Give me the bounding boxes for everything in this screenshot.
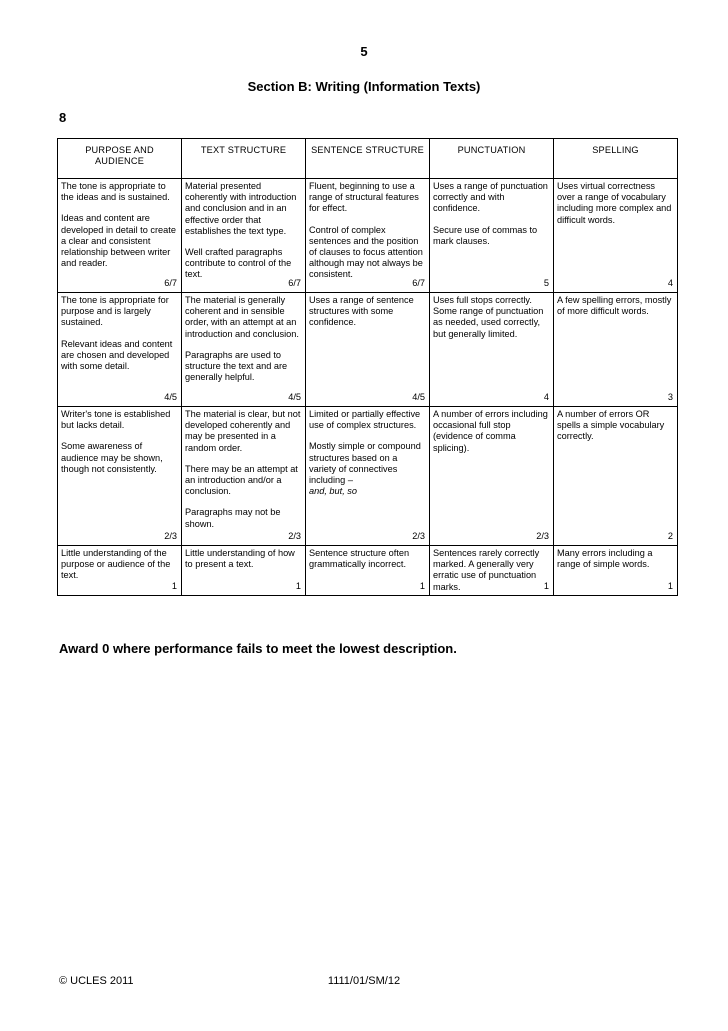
cell-description xyxy=(185,295,302,383)
cell-purpose-audience xyxy=(58,407,182,546)
mark-score: 4 xyxy=(667,277,673,288)
cell-paragraph: A few spelling errors, mostly of more difficult words. xyxy=(557,295,672,317)
cell-description xyxy=(557,548,674,570)
cell-paragraph: Uses a range of punctuation correctly and with confidence. xyxy=(433,181,548,214)
header-text-structure: TEXT STRUCTURE xyxy=(182,139,306,179)
mark-score: 1 xyxy=(295,580,301,591)
cell-paragraph: Little understanding of how to present a text. xyxy=(185,548,295,570)
header-sentence-structure: SENTENCE STRUCTURE xyxy=(306,139,430,179)
cell-paragraph: A number of errors including occasional full stop (evidence of comma splicing). xyxy=(433,409,548,453)
cell-description xyxy=(61,409,178,475)
cell-paragraph: Mostly simple or compound structures based on a variety of connectives including – xyxy=(309,441,421,486)
cell-description xyxy=(309,409,426,497)
cell-paragraph: There may be an attempt at an introduction and/or a conclusion. xyxy=(185,463,298,497)
cell-purpose-audience xyxy=(58,293,182,407)
cell-description xyxy=(433,295,550,340)
mark-score: 1 xyxy=(543,580,549,591)
cell-paragraph: The material is clear, but not developed coherently and may be presented in a random order. xyxy=(185,409,301,453)
cell-description xyxy=(61,295,178,372)
cell-spelling xyxy=(554,179,678,293)
mark-score: 5 xyxy=(543,277,549,288)
table-row xyxy=(58,179,678,293)
cell-description xyxy=(433,409,550,454)
cell-paragraph: Little understanding of the purpose or audience of the text. xyxy=(61,548,171,581)
cell-paragraph: Paragraphs are used to structure the text and are generally helpful. xyxy=(185,349,288,383)
mark-score: 4/5 xyxy=(164,391,177,402)
footer-copyright: © UCLES 2011 xyxy=(59,975,134,987)
cell-paragraph: Well crafted paragraphs contribute to control of the text. xyxy=(185,247,292,280)
cell-paragraph: Some awareness of audience may be shown, though not consistently. xyxy=(61,441,163,474)
mark-score: 2 xyxy=(667,530,673,541)
cell-paragraph: The material is generally coherent and in sensible order, with an attempt at an introduction and conclusion. xyxy=(185,295,299,339)
cell-punctuation xyxy=(430,293,554,407)
cell-text-structure xyxy=(182,293,306,407)
mark-score: 4/5 xyxy=(412,391,425,402)
cell-paragraph: Many errors including a range of simple words. xyxy=(557,548,653,570)
mark-score: 2/3 xyxy=(536,530,549,541)
cell-description xyxy=(433,181,550,247)
cell-text-structure xyxy=(182,179,306,293)
cell-sentence-structure xyxy=(306,407,430,546)
cell-spelling xyxy=(554,546,678,596)
cell-purpose-audience xyxy=(58,179,182,293)
page-number: 5 xyxy=(360,44,368,59)
cell-paragraph: Paragraphs may not be shown. xyxy=(185,507,281,529)
mark-score: 1 xyxy=(171,580,177,591)
table-row xyxy=(58,407,678,546)
mark-score: 4/5 xyxy=(288,391,301,402)
cell-text-structure xyxy=(182,407,306,546)
cell-spelling xyxy=(554,293,678,407)
section-title: Section B: Writing (Information Texts) xyxy=(247,79,481,94)
cell-paragraph: Control of complex sentences and the position of clauses to focus attention although may not always be consistent. xyxy=(309,224,423,280)
header-purpose-audience: PURPOSE AND AUDIENCE xyxy=(58,139,182,179)
cell-description xyxy=(557,409,674,443)
cell-paragraph: Sentence structure often grammatically incorrect. xyxy=(309,548,410,570)
mark-score: 6/7 xyxy=(288,277,301,288)
mark-score: 2/3 xyxy=(412,530,425,541)
cell-spelling xyxy=(554,407,678,546)
mark-score: 3 xyxy=(667,391,673,402)
cell-paragraph: Ideas and content are developed in detail to create a clear and consistent relationship between writer and reader. xyxy=(61,213,176,269)
cell-paragraph: Uses a range of sentence structures with some confidence. xyxy=(309,295,414,328)
mark-score: 6/7 xyxy=(164,277,177,288)
cell-paragraph: Limited or partially effective use of complex structures. xyxy=(309,409,421,431)
cell-paragraph: Sentences rarely correctly marked. A generally very erratic use of punctuation marks. xyxy=(433,548,540,592)
footer-code: 1111/01/SM/12 xyxy=(327,975,401,987)
connectives-example: and, but, so xyxy=(309,486,358,497)
cell-purpose-audience xyxy=(58,546,182,596)
cell-sentence-structure xyxy=(306,546,430,596)
cell-text-structure xyxy=(182,546,306,596)
cell-sentence-structure xyxy=(306,179,430,293)
cell-description xyxy=(185,181,302,281)
mark-score: 1 xyxy=(667,580,673,591)
cell-description xyxy=(61,548,178,582)
cell-punctuation xyxy=(430,179,554,293)
cell-paragraph: The tone is appropriate for purpose and is largely sustained. xyxy=(61,295,169,328)
mark-score: 4 xyxy=(543,391,549,402)
cell-description xyxy=(557,295,674,317)
cell-description xyxy=(185,548,302,570)
cell-paragraph: Fluent, beginning to use a range of structural features for effect. xyxy=(309,181,419,214)
cell-description xyxy=(61,181,178,269)
marking-rubric-table xyxy=(57,138,678,596)
cell-paragraph: Uses virtual correctness over a range of vocabulary including more complex and difficult words. xyxy=(557,181,672,225)
mark-score: 2/3 xyxy=(164,530,177,541)
table-row xyxy=(58,293,678,407)
cell-punctuation xyxy=(430,546,554,596)
cell-paragraph: Writer's tone is established but lacks detail. xyxy=(61,409,171,431)
cell-paragraph: Relevant ideas and content are chosen and developed with some detail. xyxy=(61,338,173,372)
cell-description xyxy=(557,181,674,226)
award-note: Award 0 where performance fails to meet the lowest description. xyxy=(59,641,457,656)
question-number: 8 xyxy=(59,110,67,125)
mark-score: 6/7 xyxy=(412,277,425,288)
cell-paragraph: A number of errors OR spells a simple vocabulary correctly. xyxy=(557,409,665,442)
cell-description xyxy=(185,409,302,530)
mark-score: 1 xyxy=(419,580,425,591)
cell-paragraph: Secure use of commas to mark clauses. xyxy=(433,224,538,246)
cell-punctuation xyxy=(430,407,554,546)
cell-paragraph: The tone is appropriate to the ideas and is sustained. xyxy=(61,181,170,203)
cell-description xyxy=(433,548,550,593)
cell-paragraph: Material presented coherently with introduction and conclusion and in an effective order that establishes the text type. xyxy=(185,181,297,236)
cell-description xyxy=(309,295,426,329)
table-row xyxy=(58,546,678,596)
cell-description xyxy=(309,181,426,281)
header-spelling: SPELLING xyxy=(554,139,678,179)
cell-paragraph: Uses full stops correctly. Some range of punctuation as needed, used correctly, but generally limited. xyxy=(433,295,544,339)
header-punctuation: PUNCTUATION xyxy=(430,139,554,179)
header-row xyxy=(58,139,678,179)
mark-score: 2/3 xyxy=(288,530,301,541)
cell-sentence-structure xyxy=(306,293,430,407)
cell-description xyxy=(309,548,426,570)
